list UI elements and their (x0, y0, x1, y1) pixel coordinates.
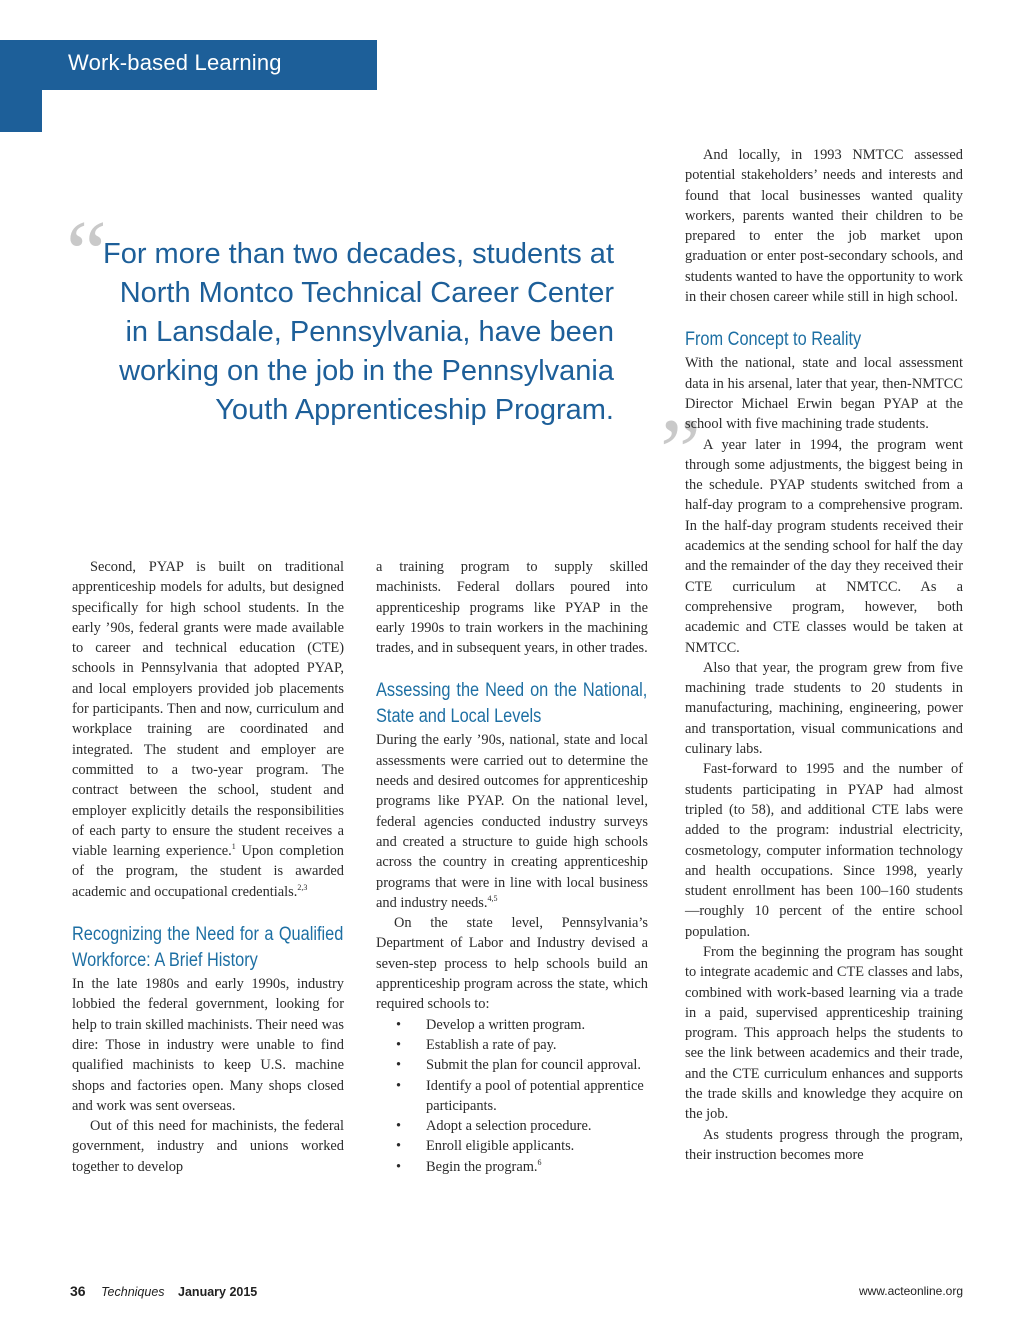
paragraph: With the national, state and local assessment data in his arsenal, later that year, then-NMTCC Director Michael Erwin began PYAP at the school with five machining trade students. (685, 355, 963, 433)
list-item: • Identify a pool of potential apprentice participants. (396, 1077, 644, 1114)
paragraph: During the early ’90s, national, state and local assessments were carried out to determine the needs and desired outcomes for apprenticeship programs like PYAP. On the national level, federal agencies conducted industry surveys and created a structure to guide high schools across the country in creating apprenticeship programs that were in line with local business and industry needs.$^{4,5}$ (376, 732, 648, 911)
subheading-assessing-need: Assessing the Need on the National, State and Local Levels (376, 680, 648, 728)
website-url[interactable]: www.acteonline.org (858, 1284, 963, 1298)
close-quote-icon: ” (660, 400, 701, 502)
list-item: • Begin the program.$^6$ (376, 1157, 648, 1177)
bullet-icon: • (396, 1057, 402, 1074)
bullet-icon: • (396, 1158, 402, 1175)
paragraph: And locally, in 1993 NMTCC assessed potential stakeholders’ needs and interests and found that local businesses wanted quality workers, parents wanted their children to be prepared to enter the job market upon graduation or enter post-secondary schools, and students wanted to have the opportunity to work in their chosen career while still in high school. (685, 147, 963, 306)
bullet-icon: • (396, 1077, 402, 1094)
subheading-concept-to-reality: From Concept to Reality (685, 329, 862, 351)
article-column-3 (685, 145, 963, 1165)
bullet-icon: • (396, 1036, 402, 1053)
section-header-stripe (0, 40, 42, 132)
pull-quote (66, 202, 701, 502)
pull-quote-line: working on the job in the Pennsylvania (119, 355, 614, 387)
issue-date: January 2015 (178, 1285, 258, 1299)
bullet-icon: • (396, 1016, 402, 1033)
pull-quote-line: Youth Apprenticeship Program. (215, 394, 614, 426)
pull-quote-line: North Montco Technical Career Center (119, 277, 614, 309)
paragraph: As students progress through the program, their instruction becomes more (685, 1126, 963, 1163)
subheading-history: Recognizing the Need for a Qualified Workforce: A Brief History (72, 924, 344, 972)
list-item: • Develop a written program. (376, 1015, 648, 1035)
section-title: Work-based Learning (68, 50, 282, 75)
list-item: • Establish a rate of pay. (376, 1035, 648, 1055)
page-number: 36 (70, 1283, 86, 1299)
list-item: • Enroll eligible applicants. (376, 1136, 648, 1156)
pull-quote-text (70, 235, 640, 430)
open-quote-icon: “ (66, 202, 107, 304)
page-footer (70, 1283, 257, 1299)
article-column-1 (72, 557, 344, 1177)
list-item: • Submit the plan for council approval. (376, 1055, 648, 1075)
magazine-name: Techniques (101, 1285, 165, 1299)
paragraph: Fast-forward to 1995 and the number of students participating in PYAP had almost tripled (to 58), and additional CTE labs were added to the program: industrial electricity, cosmetology, computer information technology and health occupations. Since 1998, yearly student enrollment has been 100–160 students—roughly 10 percent of the entire school population. (685, 761, 963, 940)
paragraph: Also that year, the program grew from five machining trade students to 20 students in manufacturing, machining, engineering, power and transportation, visual communications and culinary labs. (685, 659, 963, 758)
bullet-icon: • (396, 1118, 402, 1135)
seven-step-list (376, 1015, 648, 1177)
pull-quote-line: in Lansdale, Pennsylvania, have been (125, 316, 614, 348)
list-item: • Adopt a selection procedure. (376, 1116, 648, 1136)
pull-quote-line: For more than two decades, students at (103, 238, 614, 270)
paragraph: Second, PYAP is built on traditional apprenticeship models for adults, but designed specifically for high school students. In the early ’90s, federal grants were made available to career and technical education (CTE) schools in Pennsylvania that adopted PYAP, and local employers provided job placements for participants. Then and now, curriculum and workplace training are coordinated and integrated. The student and employer are committed to a two-year program. The contract between the school, student and employer explicitly details the responsibilities of each party to ensure the student receives a viable learning experience.$^1$ Upon completion of the program, the student is awarded academic and occupational credentials.$^{2,3}$ (72, 559, 344, 900)
paragraph: A year later in 1994, the program went through some adjustments, the biggest being in the schedule. PYAP students switched from a half-day program to a comprehensive program. In the half-day program students received their academics at the sending school for half the day and the remainder of the day they received their CTE curriculum at NMTCC. As a comprehensive program, however, both academic and CTE classes would be taken at NMTCC. (685, 436, 963, 656)
paragraph: From the beginning the program has sought to integrate academic and CTE classes and labs, combined with work-based learning via a trade in a paid, supervised apprenticeship training program. This approach helps the students to see the link between academics and their trade, and the CTE curriculum enhances and supports the trade skills and knowledge they acquire on the job. (685, 943, 963, 1123)
paragraph: On the state level, Pennsylvania’s Department of Labor and Industry devised a seven-step process to help schools build an apprenticeship program across the state, which required schools to: (376, 915, 648, 1013)
article-column-2 (376, 557, 648, 1177)
paragraph: Out of this need for machinists, the federal government, industry and unions worked together to develop (72, 1118, 344, 1175)
paragraph: In the late 1980s and early 1990s, industry lobbied the federal government, looking for help to train skilled machinists. Their need was dire: Those in industry were unable to find qualified machinists to keep U.S. machine shops and factories open. Many shops closed and work was sent overseas. (72, 976, 344, 1114)
bullet-icon: • (396, 1138, 402, 1155)
paragraph: a training program to supply skilled machinists. Federal dollars poured into apprenticeship programs like PYAP in the early 1990s to train workers in the machining trades, and in subsequent years, in other trades. (376, 559, 648, 657)
